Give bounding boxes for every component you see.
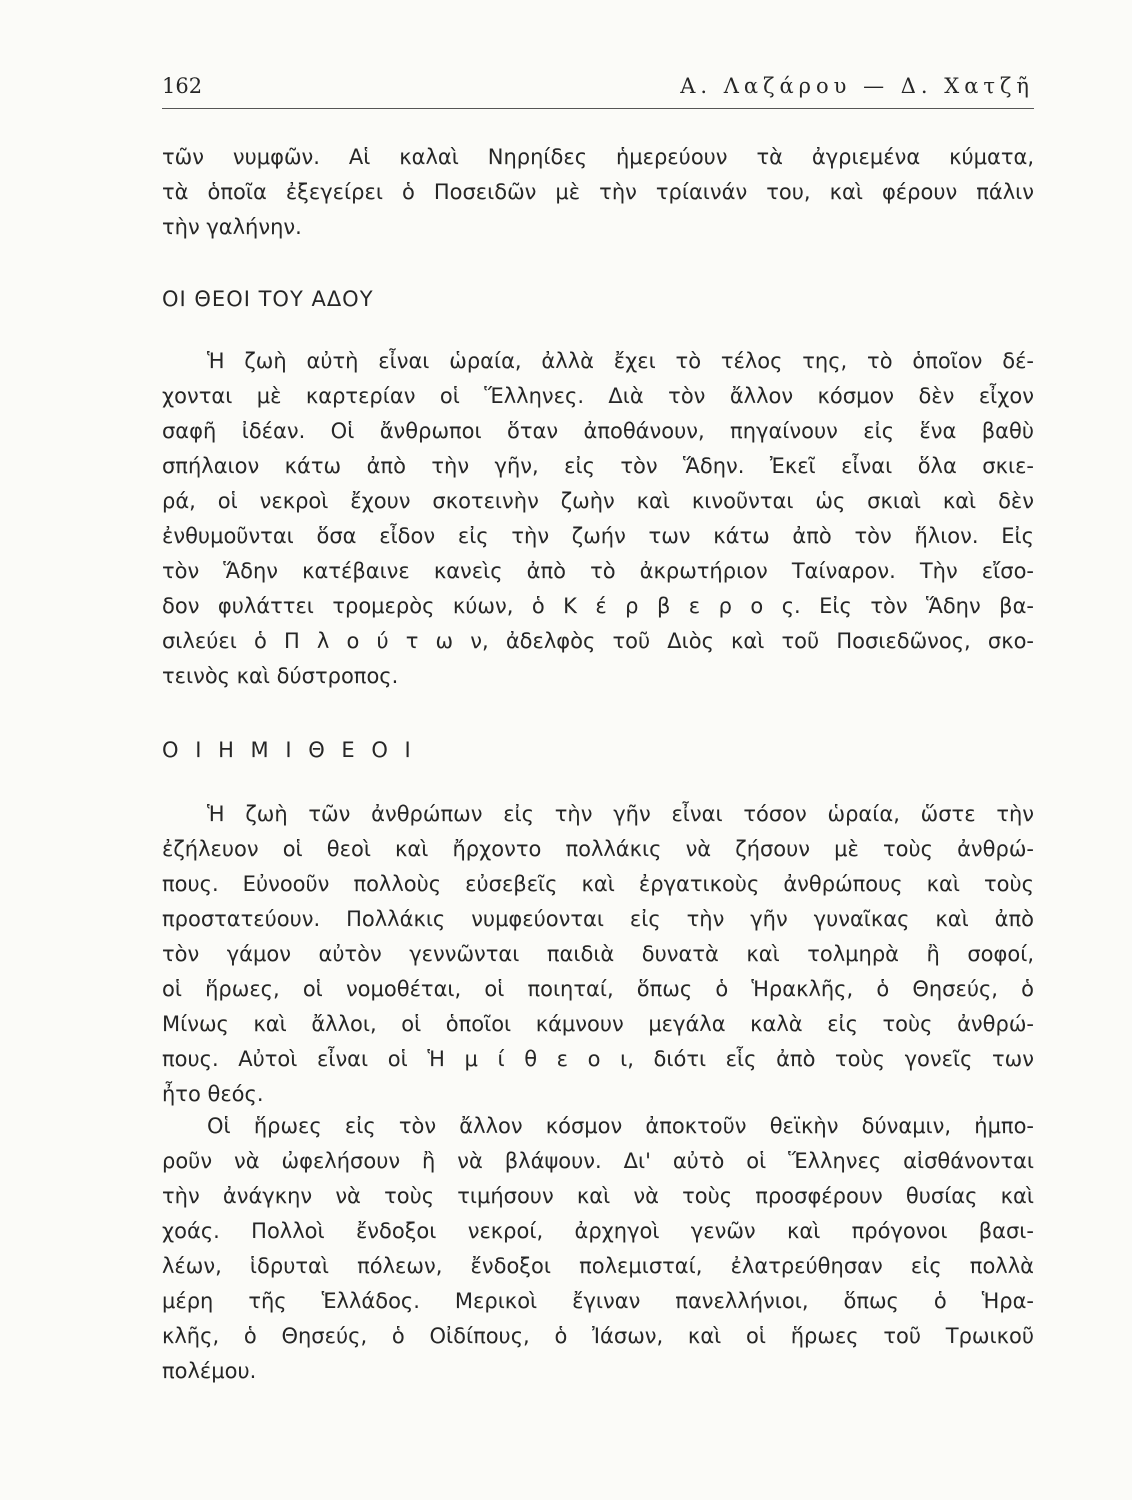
- text-line: κλῆς, ὁ Θησεύς, ὁ Οἰδίπους, ὁ Ἰάσων, καὶ οἱ ἥρωες τοῦ Τρωικοῦ: [162, 1324, 1034, 1348]
- text-line: μέρη τῆς Ἑλλάδος. Μερικοὶ ἔγιναν πανελλήνιοι, ὅπως ὁ Ἡρα-: [162, 1289, 1034, 1313]
- text-line: δον φυλάττει τρομερὸς κύων, ὁ Κ έ ρ β ε ρ ο ς. Εἰς τὸν Ἅδην βα-: [162, 594, 1034, 618]
- page-header: [162, 72, 1034, 109]
- paragraph-last-line: τεινὸς καὶ δύστροπος.: [162, 664, 399, 688]
- text-line: ρά, οἱ νεκροὶ ἔχουν σκοτεινὴν ζωὴν καὶ κινοῦνται ὡς σκιαὶ καὶ δὲν: [162, 489, 1034, 513]
- paragraph-first-line: Ἡ ζωὴ αὐτὴ εἶναι ὡραία, ἀλλὰ ἔχει τὸ τέλος της, τὸ ὁποῖον δέ-: [207, 349, 1034, 373]
- section-heading: ΟΙ ΘΕΟΙ ΤΟΥ ΑΔΟΥ: [162, 287, 374, 311]
- text-line: χονται μὲ καρτερίαν οἱ Ἕλληνες. Διὰ τὸν ἄλλον κόσμον δὲν εἶχον: [162, 384, 1034, 408]
- text-line: τὸν Ἅδην κατέβαινε κανεὶς ἀπὸ τὸ ἀκρωτήριον Ταίναρον. Τὴν εἴσο-: [162, 559, 1034, 583]
- paragraph-first-line: Οἱ ἥρωες εἰς τὸν ἄλλον κόσμον ἀποκτοῦν θεϊκὴν δύναμιν, ἠμπο-: [207, 1114, 1034, 1138]
- text-line: σιλεύει ὁ Π λ ο ύ τ ω ν, ἀδελφὸς τοῦ Διὸς καὶ τοῦ Ποσιεδῶνος, σκο-: [162, 629, 1034, 653]
- text-line: τῶν νυμφῶν. Αἱ καλαὶ Νηρηίδες ἡμερεύουν τὰ ἀγριεμένα κύματα,: [162, 145, 1034, 169]
- section-heading: Ο Ι Η Μ Ι Θ Ε Ο Ι: [162, 738, 416, 762]
- text-line: ἐζήλευον οἱ θεοὶ καὶ ἤρχοντο πολλάκις νὰ ζήσουν μὲ τοὺς ἀνθρώ-: [162, 837, 1034, 861]
- paragraph-last-line: πολέμου.: [162, 1359, 257, 1383]
- text-line: πους. Εὐνοοῦν πολλοὺς εὐσεβεῖς καὶ ἐργατικοὺς ἀνθρώπους καὶ τοὺς: [162, 872, 1034, 896]
- text-line: χοάς. Πολλοὶ ἔνδοξοι νεκροί, ἀρχηγοὶ γενῶν καὶ πρόγονοι βασι-: [162, 1219, 1034, 1243]
- text-line: Μίνως καὶ ἄλλοι, οἱ ὁποῖοι κάμνουν μεγάλα καλὰ εἰς τοὺς ἀνθρώ-: [162, 1012, 1034, 1036]
- paragraph-last-line: τὴν γαλήνην.: [162, 215, 302, 239]
- text-line: λέων, ἱδρυταὶ πόλεων, ἔνδοξοι πολεμισταί, ἐλατρεύθησαν εἰς πολλὰ: [162, 1254, 1034, 1278]
- text-line: σπήλαιον κάτω ἀπὸ τὴν γῆν, εἰς τὸν Ἅδην. Ἐκεῖ εἶναι ὅλα σκιε-: [162, 454, 1034, 478]
- text-line: προστατεύουν. Πολλάκις νυμφεύονται εἰς τὴν γῆν γυναῖκας καὶ ἀπὸ: [162, 907, 1034, 931]
- page-number: 162: [162, 74, 203, 98]
- text-line: ἐνθυμοῦνται ὅσα εἶδον εἰς τὴν ζωήν των κάτω ἀπὸ τὸν ἥλιον. Εἰς: [162, 524, 1034, 548]
- running-title: Α. Λαζάρου — Δ. Χατζῆ: [680, 74, 1034, 98]
- text-line: τὰ ὁποῖα ἐξεγείρει ὁ Ποσειδῶν μὲ τὴν τρίαινάν του, καὶ φέρουν πάλιν: [162, 180, 1034, 204]
- text-line: σαφῆ ἰδέαν. Οἱ ἄνθρωποι ὅταν ἀποθάνουν, πηγαίνουν εἰς ἕνα βαθὺ: [162, 419, 1034, 443]
- paragraph-first-line: Ἡ ζωὴ τῶν ἀνθρώπων εἰς τὴν γῆν εἶναι τόσον ὡραία, ὥστε τὴν: [207, 802, 1034, 826]
- paragraph-last-line: ἦτο θεός.: [162, 1082, 264, 1106]
- text-line: τὴν ἀνάγκην νὰ τοὺς τιμήσουν καὶ νὰ τοὺς προσφέρουν θυσίας καὶ: [162, 1184, 1034, 1208]
- text-line: τὸν γάμον αὐτὸν γεννῶνται παιδιὰ δυνατὰ καὶ τολμηρὰ ἢ σοφοί,: [162, 942, 1034, 966]
- text-line: ροῦν νὰ ὠφελήσουν ἢ νὰ βλάψουν. Δι' αὐτὸ οἱ Ἕλληνες αἰσθάνονται: [162, 1149, 1034, 1173]
- text-line: πους. Αὐτοὶ εἶναι οἱ Ἡ μ ί θ ε ο ι, διότι εἷς ἀπὸ τοὺς γονεῖς των: [162, 1047, 1034, 1071]
- text-line: οἱ ἥρωες, οἱ νομοθέται, οἱ ποιηταί, ὅπως ὁ Ἡρακλῆς, ὁ Θησεύς, ὁ: [162, 977, 1034, 1001]
